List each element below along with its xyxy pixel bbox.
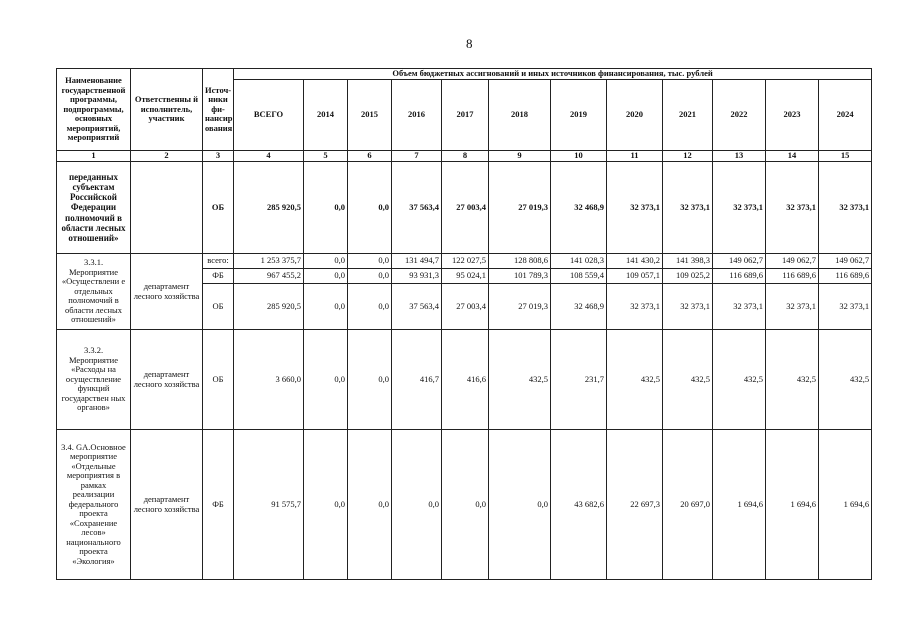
row-name: 3.3.1. Мероприятие «Осуществлени е отдельных полномочий в области лесных отношений»: [57, 254, 131, 330]
row-name: переданных субъектам Российской Федерации полномочий в области лесных отношений»: [57, 162, 131, 254]
value-cell: 95 024,1: [442, 269, 489, 284]
column-number: 6: [348, 151, 392, 162]
header-year: 2020: [607, 80, 663, 151]
value-cell: 432,5: [766, 330, 819, 430]
value-cell: 0,0: [304, 330, 348, 430]
column-number: 8: [442, 151, 489, 162]
value-cell: 0,0: [348, 330, 392, 430]
value-cell: 0,0: [348, 269, 392, 284]
value-cell: 128 808,6: [489, 254, 551, 269]
table-row: [57, 430, 872, 580]
value-cell: 231,7: [551, 330, 607, 430]
value-cell: 149 062,7: [766, 254, 819, 269]
value-cell: 32 373,1: [766, 162, 819, 254]
value-cell: 116 689,6: [819, 269, 872, 284]
row-source: ФБ: [203, 430, 234, 580]
row-source: ОБ: [203, 284, 234, 330]
value-cell: 432,5: [819, 330, 872, 430]
row-source: ФБ: [203, 269, 234, 284]
header-name: Наименование государственной программы, подпрограммы, основных мероприятий, мероприятий: [57, 69, 131, 151]
value-cell: 149 062,7: [713, 254, 766, 269]
value-cell: 122 027,5: [442, 254, 489, 269]
value-cell: 32 373,1: [663, 162, 713, 254]
header-source: Источ- ники фи- нансир ования: [203, 69, 234, 151]
value-cell: 109 057,1: [607, 269, 663, 284]
header-year: 2015: [348, 80, 392, 151]
value-cell: 27 003,4: [442, 284, 489, 330]
value-cell: 116 689,6: [713, 269, 766, 284]
header-year: 2016: [392, 80, 442, 151]
value-cell: 20 697,0: [663, 430, 713, 580]
value-cell: 91 575,7: [234, 430, 304, 580]
value-cell: 32 373,1: [766, 284, 819, 330]
header-year: 2022: [713, 80, 766, 151]
value-cell: 0,0: [442, 430, 489, 580]
value-cell: 27 019,3: [489, 284, 551, 330]
value-cell: 0,0: [348, 254, 392, 269]
value-cell: 967 455,2: [234, 269, 304, 284]
value-cell: 32 373,1: [713, 162, 766, 254]
table-row: [57, 330, 872, 430]
value-cell: 0,0: [304, 269, 348, 284]
value-cell: 27 003,4: [442, 162, 489, 254]
value-cell: 32 373,1: [663, 284, 713, 330]
value-cell: 37 563,4: [392, 162, 442, 254]
value-cell: 93 931,3: [392, 269, 442, 284]
header-year: 2018: [489, 80, 551, 151]
value-cell: 149 062,7: [819, 254, 872, 269]
row-executor: департамент лесного хозяйства: [131, 430, 203, 580]
column-number: 13: [713, 151, 766, 162]
value-cell: 0,0: [304, 254, 348, 269]
value-cell: 416,7: [392, 330, 442, 430]
budget-table: [56, 68, 872, 580]
value-cell: 0,0: [304, 284, 348, 330]
value-cell: 432,5: [489, 330, 551, 430]
header-year: ВСЕГО: [234, 80, 304, 151]
column-number: 12: [663, 151, 713, 162]
table-row: [57, 162, 872, 254]
value-cell: 32 373,1: [819, 162, 872, 254]
value-cell: 432,5: [713, 330, 766, 430]
header-year: 2017: [442, 80, 489, 151]
row-source: ОБ: [203, 162, 234, 254]
value-cell: 0,0: [392, 430, 442, 580]
column-number: 14: [766, 151, 819, 162]
header-executor: Ответственны й исполнитель, участник: [131, 69, 203, 151]
value-cell: 101 789,3: [489, 269, 551, 284]
value-cell: 32 373,1: [713, 284, 766, 330]
value-cell: 141 028,3: [551, 254, 607, 269]
column-number: 5: [304, 151, 348, 162]
value-cell: 32 373,1: [607, 162, 663, 254]
column-number: 4: [234, 151, 304, 162]
value-cell: 37 563,4: [392, 284, 442, 330]
value-cell: 43 682,6: [551, 430, 607, 580]
row-source: ОБ: [203, 330, 234, 430]
row-executor: департамент лесного хозяйства: [131, 254, 203, 330]
column-number: 1: [57, 151, 131, 162]
table-row: [57, 254, 872, 269]
value-cell: 1 694,6: [819, 430, 872, 580]
value-cell: 0,0: [304, 430, 348, 580]
value-cell: 0,0: [348, 284, 392, 330]
value-cell: 432,5: [663, 330, 713, 430]
value-cell: 1 253 375,7: [234, 254, 304, 269]
value-cell: 1 694,6: [766, 430, 819, 580]
value-cell: 285 920,5: [234, 162, 304, 254]
value-cell: 0,0: [348, 430, 392, 580]
header-year: 2014: [304, 80, 348, 151]
value-cell: 32 468,9: [551, 162, 607, 254]
column-number: 9: [489, 151, 551, 162]
header-year: 2024: [819, 80, 872, 151]
value-cell: 141 398,3: [663, 254, 713, 269]
row-name: 3.4. GA.Основное мероприятие «Отдельные мероприятия в рамках реализации федерального проекта «Сохранение лесов» национального проекта «Экология»: [57, 430, 131, 580]
column-number: 2: [131, 151, 203, 162]
value-cell: 22 697,3: [607, 430, 663, 580]
row-executor: департамент лесного хозяйства: [131, 330, 203, 430]
value-cell: 32 373,1: [607, 284, 663, 330]
column-number: 3: [203, 151, 234, 162]
value-cell: 0,0: [489, 430, 551, 580]
row-name: 3.3.2. Мероприятие «Расходы на осуществление функций государствен ных органов»: [57, 330, 131, 430]
value-cell: 3 660,0: [234, 330, 304, 430]
value-cell: 108 559,4: [551, 269, 607, 284]
value-cell: 32 468,9: [551, 284, 607, 330]
value-cell: 0,0: [304, 162, 348, 254]
header-year: 2023: [766, 80, 819, 151]
column-number: 10: [551, 151, 607, 162]
value-cell: 285 920,5: [234, 284, 304, 330]
value-cell: 116 689,6: [766, 269, 819, 284]
value-cell: 131 494,7: [392, 254, 442, 269]
header-funding: Объем бюджетных ассигнований и иных источников финансирования, тыс. рублей: [234, 69, 872, 80]
value-cell: 0,0: [348, 162, 392, 254]
value-cell: 432,5: [607, 330, 663, 430]
value-cell: 109 025,2: [663, 269, 713, 284]
row-source: всего:: [203, 254, 234, 269]
page-number: 8: [466, 36, 473, 51]
column-number: 7: [392, 151, 442, 162]
value-cell: 1 694,6: [713, 430, 766, 580]
value-cell: 32 373,1: [819, 284, 872, 330]
column-number: 15: [819, 151, 872, 162]
column-number: 11: [607, 151, 663, 162]
row-executor: [131, 162, 203, 254]
header-year: 2019: [551, 80, 607, 151]
value-cell: 141 430,2: [607, 254, 663, 269]
header-year: 2021: [663, 80, 713, 151]
value-cell: 27 019,3: [489, 162, 551, 254]
value-cell: 416,6: [442, 330, 489, 430]
